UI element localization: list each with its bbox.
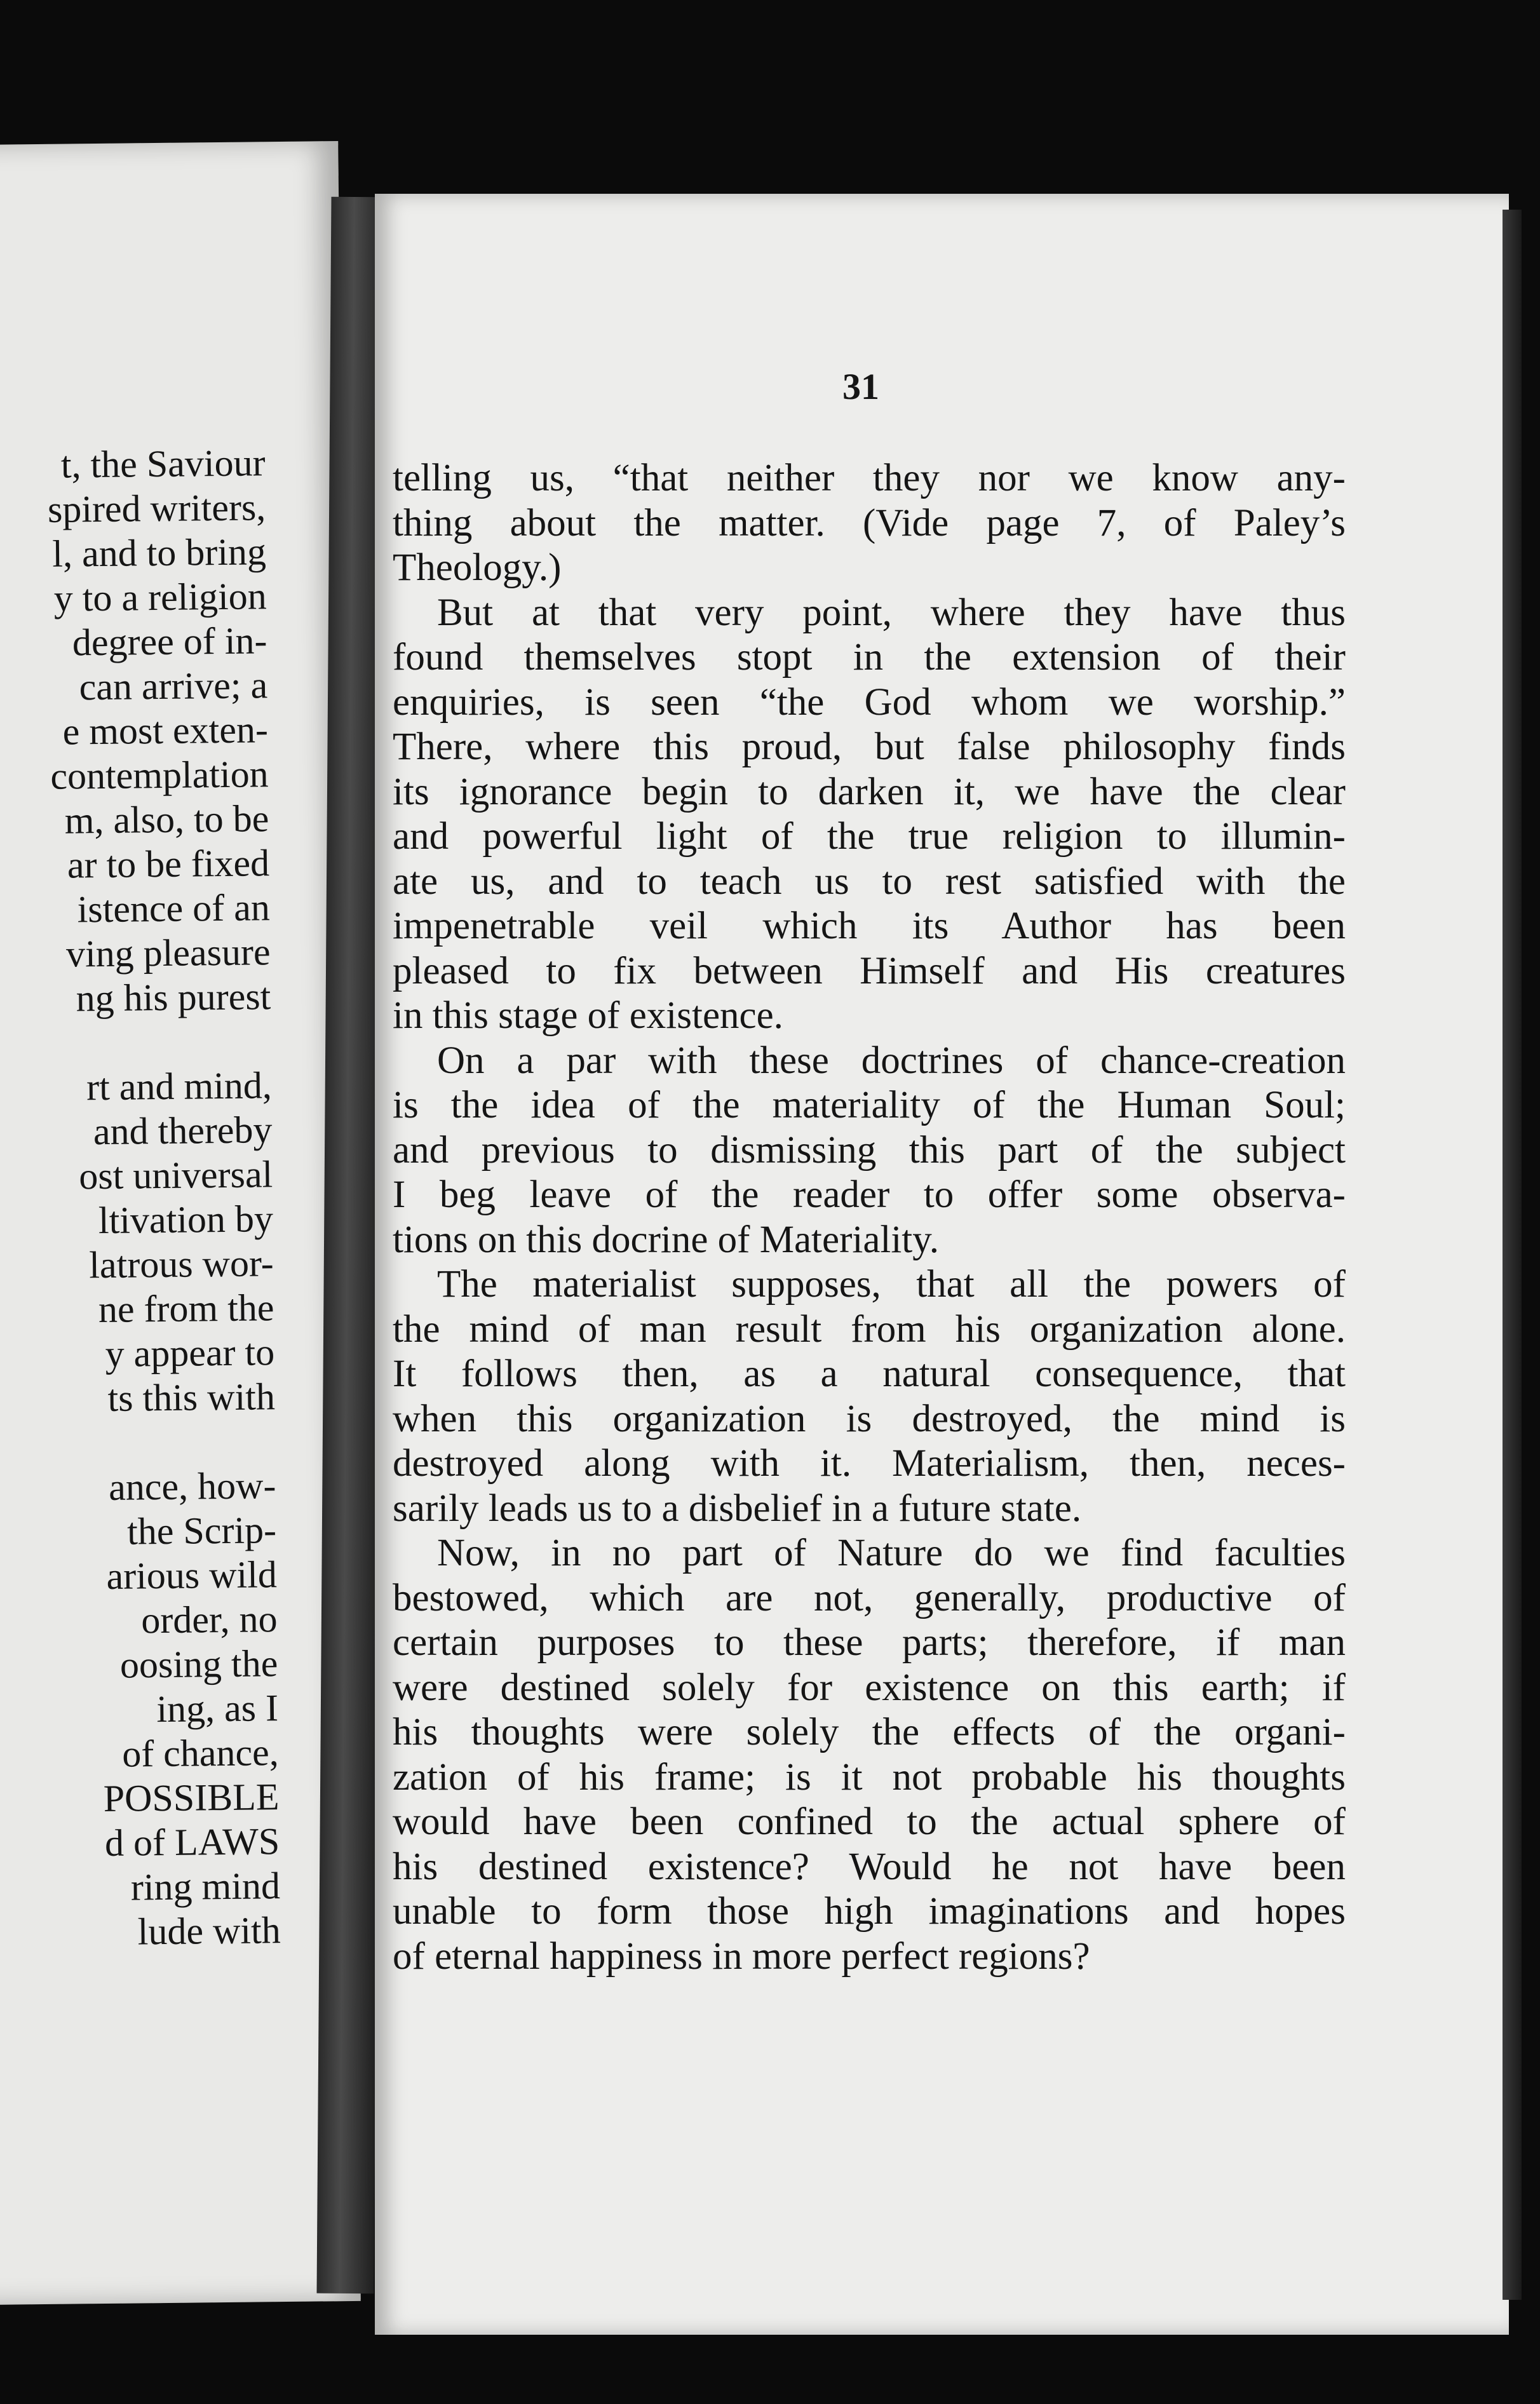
body-line: would have been confined to the actual sphere of: [393, 1800, 1346, 1843]
left-page-line: of chance,: [121, 1731, 280, 1775]
body-line: It follows then, as a natural consequence, that: [393, 1353, 1346, 1395]
body-line: his destined existence? Would he not have been: [393, 1845, 1346, 1888]
body-line: The materialist supposes, that all the powers of: [437, 1263, 1346, 1306]
body-line: sarily leads us to a disbelief in a future state.: [393, 1487, 1082, 1530]
body-line: bestowed, which are not, generally, productive of: [393, 1576, 1346, 1619]
body-line: thing about the matter. (Vide page 7, of Paley’s: [393, 501, 1346, 544]
left-page-line: l, and to bring: [51, 530, 267, 575]
left-page-line: ving pleasure: [65, 931, 271, 975]
left-page-line: m, also, to be: [64, 797, 269, 842]
left-page-line: ng his purest: [76, 975, 271, 1020]
left-page-line: degree of in-: [72, 619, 267, 664]
body-line: is the idea of the materiality of the Human Soul;: [393, 1084, 1346, 1126]
left-page-line: ring mind: [130, 1865, 281, 1908]
left-page-line: ost universal: [78, 1153, 273, 1198]
body-line: destroyed along with it. Materialism, then, neces-: [393, 1442, 1346, 1485]
body-text: [393, 456, 1346, 1979]
body-line: and powerful light of the true religion to illumin-: [393, 815, 1346, 858]
left-page-line: ltivation by: [98, 1198, 274, 1242]
left-page-line: t, the Saviour: [60, 442, 266, 486]
left-page-line: arious wild: [106, 1553, 278, 1597]
body-line: impenetrable veil which its Author has been: [393, 905, 1346, 947]
page-edge: [1503, 210, 1522, 2300]
body-line: telling us, “that neither they nor we know any-: [393, 457, 1346, 499]
body-line: its ignorance begin to darken it, we have the clear: [393, 770, 1346, 813]
body-line: enquiries, is seen “the God whom we worship.”: [393, 680, 1346, 724]
left-page-line: ar to be fixed: [67, 842, 270, 886]
left-page-line: and thereby: [93, 1109, 273, 1153]
body-line: found themselves stopt in the extension of their: [393, 636, 1346, 679]
left-page-line: can arrive; a: [79, 664, 268, 708]
body-line: in this stage of existence.: [393, 994, 783, 1037]
left-page-line: d of LAWS: [104, 1820, 280, 1864]
left-page-line: ing, as I: [156, 1687, 279, 1731]
left-page-gap: [0, 1018, 271, 1066]
left-page-line: oosing the: [119, 1642, 278, 1686]
left-page-line: ne from the: [98, 1286, 274, 1331]
left-page-line: y to a religion: [53, 575, 267, 619]
page-number: 31: [842, 366, 879, 407]
body-line: tions on this docrine of Materiality.: [393, 1218, 940, 1261]
body-line: unable to form those high imaginations and hopes: [393, 1890, 1346, 1933]
left-page-line: lude with: [137, 1909, 281, 1953]
body-line: were destined solely for existence on this earth; if: [393, 1666, 1346, 1709]
body-line: and previous to dismissing this part of the subject: [393, 1128, 1346, 1172]
left-page-line: istence of an: [77, 886, 271, 931]
body-line: certain purposes to these parts; therefore, if man: [393, 1621, 1346, 1664]
left-page-line: spired writers,: [47, 486, 266, 530]
left-page-text: [0, 440, 281, 1955]
left-page-line: ts this with: [107, 1375, 276, 1419]
left-page-line: ance, how-: [108, 1464, 276, 1508]
left-page-gap: [0, 1419, 276, 1466]
body-line: On a par with these doctrines of chance-creation: [437, 1039, 1346, 1082]
left-page-line: order, no: [140, 1598, 278, 1642]
body-line: of eternal happiness in more perfect regions?: [393, 1935, 1090, 1978]
left-page-line: latrous wor-: [88, 1242, 274, 1286]
body-line: I beg leave of the reader to offer some observa-: [393, 1173, 1346, 1216]
body-line: the mind of man result from his organization alone.: [393, 1307, 1346, 1351]
left-page: [0, 141, 361, 2305]
body-line: his thoughts were solely the effects of the organi-: [393, 1711, 1346, 1753]
body-line: pleased to fix between Himself and His creatures: [393, 949, 1346, 992]
left-page-line: the Scrip-: [126, 1509, 277, 1553]
body-line: ate us, and to teach us to rest satisfied with the: [393, 860, 1346, 903]
body-line: Theology.): [393, 546, 562, 589]
body-line: zation of his frame; is it not probable his thoughts: [393, 1755, 1346, 1799]
body-line: There, where this proud, but false philosophy finds: [393, 726, 1346, 768]
body-line: But at that very point, where they have thus: [437, 591, 1346, 634]
left-page-line: POSSIBLE: [103, 1776, 280, 1820]
left-page-line: y appear to: [105, 1331, 275, 1375]
body-line: when this organization is destroyed, the mind is: [393, 1397, 1346, 1440]
left-page-line: e most exten-: [62, 708, 269, 753]
left-page-line: contemplation: [50, 753, 269, 797]
body-line: Now, in no part of Nature do we find faculties: [437, 1532, 1346, 1574]
left-page-line: rt and mind,: [86, 1064, 273, 1109]
